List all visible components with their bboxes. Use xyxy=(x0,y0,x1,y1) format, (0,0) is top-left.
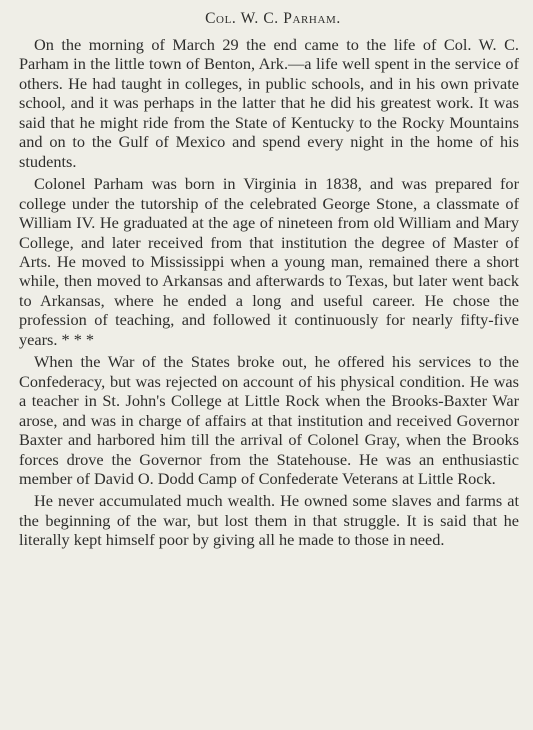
paragraph-1: On the morning of March 29 the end came to the life of Col. W. C. Parham in the little town of Benton, Ark.—a life well spent in the service of others. He had taught in colleges, in public schools, and in his own private school, and it was perhaps in the latter that he did his greatest work. It was said that he might ride from the State of Kentucky to the Rocky Mountains and on to the Gulf of Mexico and spend every night in the home of his students. xyxy=(19,35,519,171)
article-title: Col. W. C. Parham. xyxy=(205,10,341,27)
paragraph-4: He never accumulated much wealth. He owned some slaves and farms at the beginning of the war, but lost them in that struggle. It is said that he literally kept himself poor by giving all he made to those in need. xyxy=(19,491,519,550)
paragraph-2: Colonel Parham was born in Virginia in 1838, and was prepared for college under the tutorship of the celebrated George Stone, a classmate of William IV. He graduated at the age of nineteen from old William and Mary College, and later received from that institution the degree of Master of Arts. He moved to Mississippi when a young man, remained there a short while, then moved to Arkansas and afterwards to Texas, but later went back to Arkansas, where he ended a long and useful career. He chose the profession of teaching, and followed it continuously for nearly fifty-five years. * * * xyxy=(19,174,519,349)
paragraph-3: When the War of the States broke out, he offered his services to the Confederacy, but was rejected on account of his physical condition. He was a teacher in St. John's College at Little Rock when the Brooks-Baxter War arose, and was in charge of affairs at that institution and received Governor Baxter and harbored him till the arrival of Colonel Gray, when the Brooks forces drove the Governor from the Statehouse. He was an enthusiastic member of David O. Dodd Camp of Confederate Veterans at Little Rock. xyxy=(19,352,519,488)
